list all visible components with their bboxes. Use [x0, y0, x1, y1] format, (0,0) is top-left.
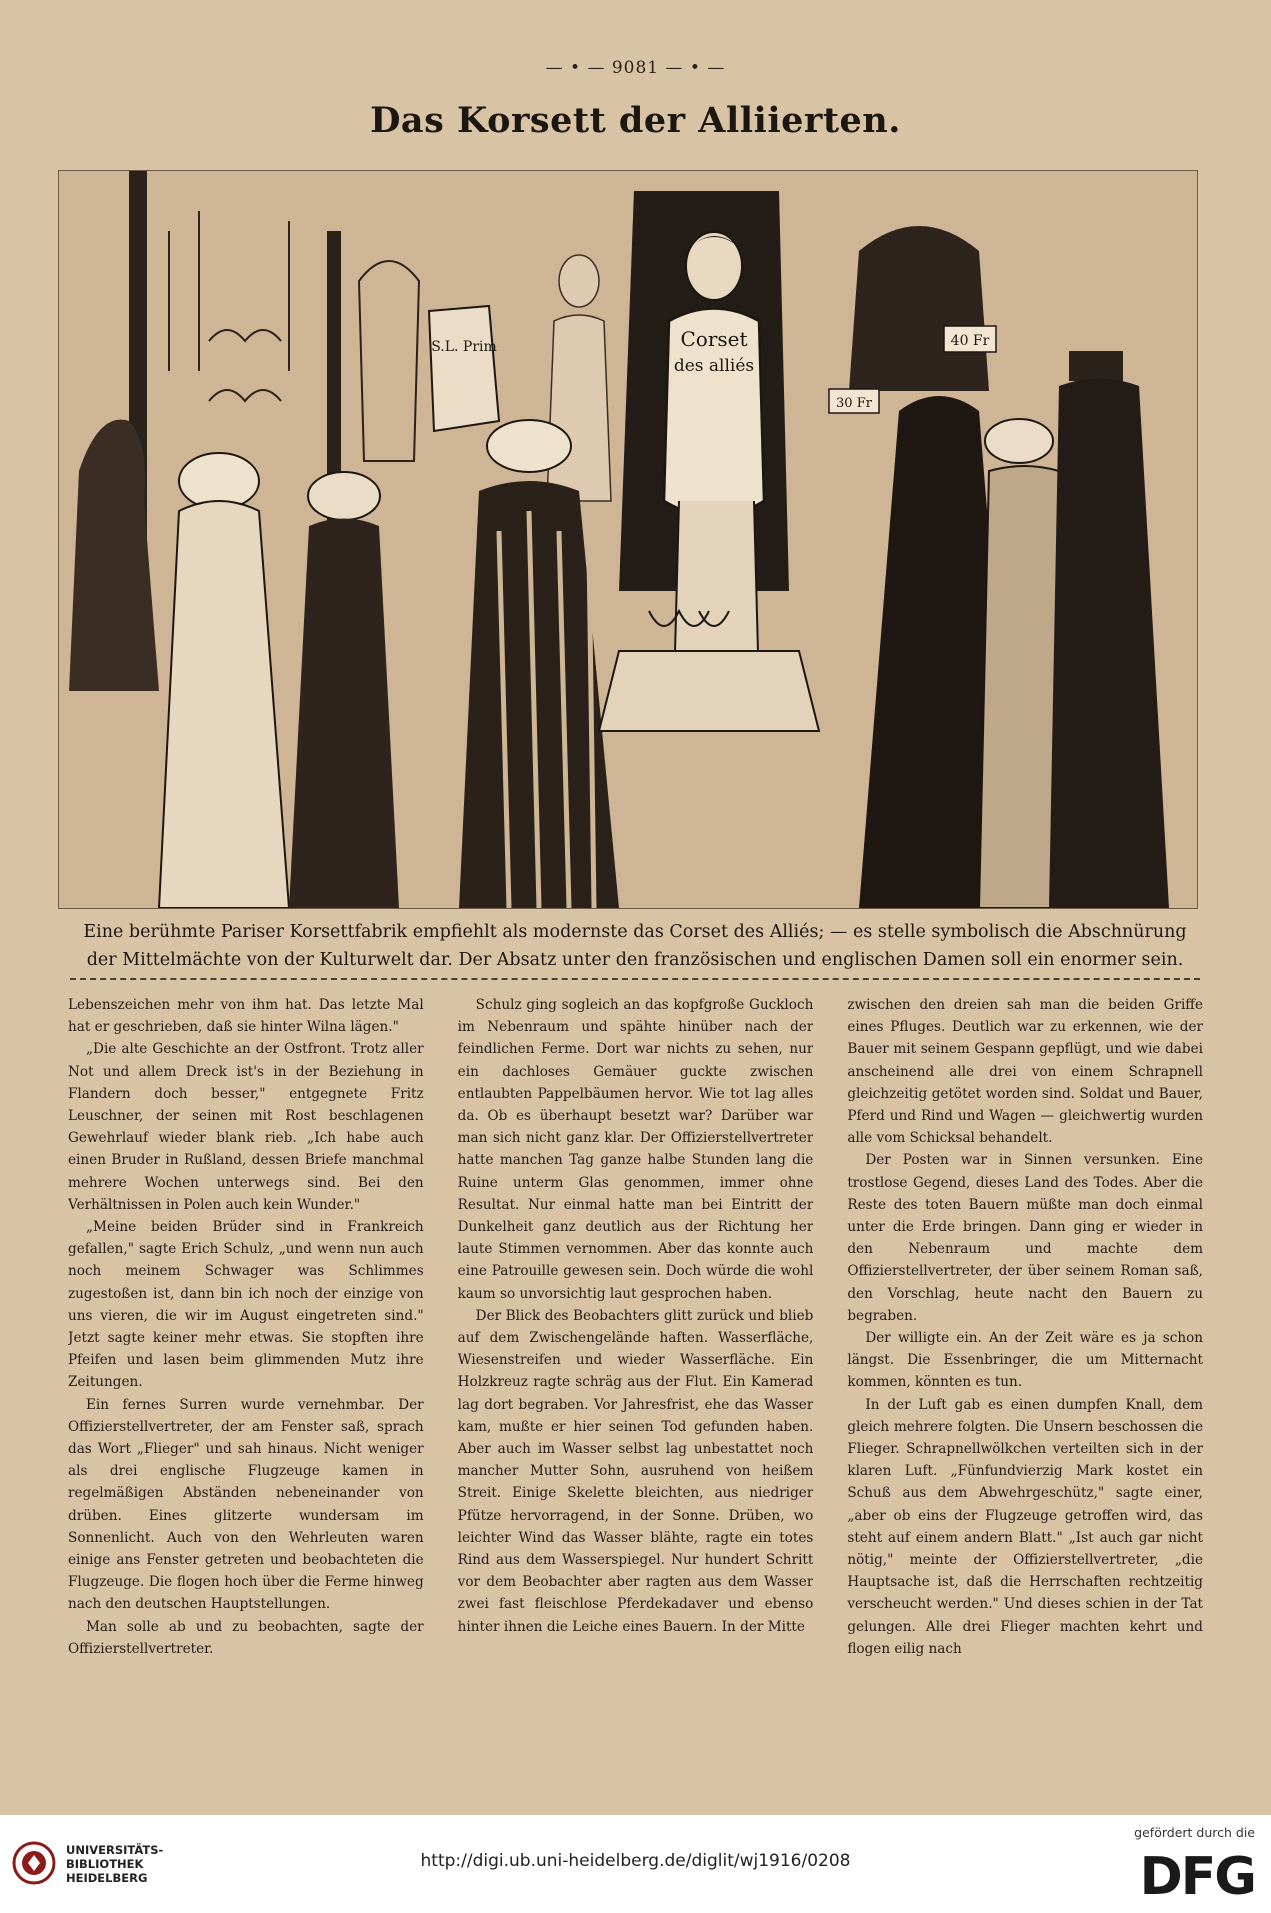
svg-text:40 Fr: 40 Fr	[950, 333, 990, 349]
corset-illustration	[58, 170, 1198, 909]
corset-label: Corset	[680, 327, 748, 351]
paragraph: Ein fernes Surren wurde vernehmbar. Der Offizierstellvertreter, der am Fenster saß, sprach das Wort „Flieger" und sah hinaus. Nicht weniger als drei englische Flugzeuge kamen in regelmäßigen Abständen nebeneinander von drüben. Eines glitzerte wundersam im Sonnenlicht. Auch von den Wehrleuten waren einige ans Fenster getreten und beobachteten die Flugzeuge. Die flogen hoch über die Ferme hinweg nach den deutschen Hauptstellungen.	[68, 1396, 424, 1613]
paragraph: Der Posten war in Sinnen versunken. Eine trostlose Gegend, dieses Land des Todes. Aber die Reste des toten Bauern müßte man doch einmal unter die Erde bringen. Dann ging er wieder in den Nebenraum und machte dem Offizierstellvertreter, der über seinem Roman saß, den Vorschlag, heute nacht den Bauern zu begraben.	[847, 1152, 1204, 1324]
viewer-footer	[0, 1815, 1271, 1913]
corset-sign-prim	[429, 306, 499, 431]
paragraph: Der willigte ein. An der Zeit wäre es ja schon längst. Die Essenbringer, die um Mitternacht kommen, könnten es tun.	[847, 1330, 1204, 1391]
funded-by-text: gefördert durch die	[1134, 1825, 1255, 1840]
university-library-name: UNIVERSITÄTS- BIBLIOTHEK HEIDELBERG	[66, 1843, 164, 1885]
permalink-url[interactable]: http://digi.ub.uni-heidelberg.de/diglit/wj1916/0208	[420, 1851, 851, 1871]
dfg-logo: DFG	[1139, 1847, 1255, 1907]
price-tag-40	[944, 326, 996, 352]
page-number-value: 9081	[611, 58, 660, 78]
illustration-caption: Eine berühmte Pariser Korsettfabrik empfiehlt als modernste das Corset des Alliés; — es stelle symbolisch die Abschnürung der Mittelmächte von der Kulturwelt dar. Der Absatz unter den französischen und englischen Damen soll ein enormer sein.	[83, 922, 1187, 970]
column-2	[458, 994, 814, 1714]
svg-text:30 Fr: 30 Fr	[836, 396, 872, 411]
paragraph: zwischen den dreien sah man die beiden Griffe eines Pfluges. Deutlich war zu erkennen, wie der Bauer mit seinem Gespann gepflügt, und wie dabei anscheinend alle drei von einem Schrapnell gleichzeitig getötet worden sind. Soldat und Bauer, Pferd und Rind und Wagen — gleichwertig wurden alle vom Schicksal behandelt.	[847, 997, 1204, 1147]
paragraph: In der Luft gab es einen dumpfen Knall, dem gleich mehrere folgten. Die Unsern beschossen die Flieger. Schrapnellwölkchen verteilten sich in der klaren Luft. „Fünfundvierzig Mark kostet ein Schuß aus dem Abwehrgeschütz," sagte einer, „aber ob eins der Flugzeuge getroffen wird, das steht auf einem andern Blatt." „Ist auch gar nicht nötig," meinte der Offizierstellvertreter, „die Hauptsache ist, daß die Herrschaften rechtzeitig verscheucht werden." Und dieses schien in der Tat gelungen. Alle drei Flieger machten kehrt und flogen eilig nach	[847, 1396, 1204, 1657]
page-number: — • — 9081 — • —	[545, 58, 726, 78]
article-columns	[68, 994, 1203, 1714]
column-3	[847, 994, 1203, 1714]
paragraph: Schulz ging sogleich an das kopfgroße Guckloch im Nebenraum und spähte hinüber nach der feindlichen Ferme. Dort war nichts zu sehen, nur ein dachloses Gemäuer guckte zwischen entlaubten Pappelbäumen hervor. Wie tot lag alles da. Ob es überhaupt besetzt war? Darüber war man sich nicht ganz klar. Der Offizierstellvertreter hatte manchen Tag ganze halbe Stunden lang die Ruine unterm Glas genommen, immer ohne Resultat. Nur einmal hatte man bei Eintritt der Dunkelheit ganz deutlich aus der Richtung her laute Stimmen vernommen. Aber das konnte auch eine Patrouille gewesen sein. Doch würde die wohl kaum so unvorsichtig laut gesprochen haben.	[457, 997, 814, 1302]
section-divider	[70, 978, 1200, 980]
des-allies-label: des alliés	[673, 356, 755, 376]
article-title: Das Korsett der Alliierten.	[370, 100, 901, 141]
paragraph: Der Blick des Beobachters glitt zurück und blieb auf dem Zwischengelände haften. Wasserfläche, Wiesenstreifen und wieder Wasserfläche. Ein Holzkreuz ragte schräg aus der Flut. Ein Kamerad lag dort begraben. Vor Jahresfrist, ehe das Wasser kam, mußte er hier seinen Tod gefunden haben. Aber auch im Wasser selbst lag unbestattet noch mancher Mutter Sohn, ausruhend von heißem Streit. Einige Skelette bleichten, aus niedriger Pfütze hervorragend, in der Sonne. Drüben, wo leichter Wind das Wasser blähte, ragte ein totes Rind aus dem Wasserspiegel. Nur hundert Schritt vor dem Beobachter aber ragten aus dem Wasser zwei fast fleischlose Pferdekadaver und ebenso hinter ihnen die Leiche eines Bauern. In der Mitte	[457, 1307, 814, 1635]
column-1	[68, 994, 424, 1714]
arched-niche	[849, 226, 989, 391]
paragraph: „Die alte Geschichte an der Ostfront. Trotz aller Not und allem Dreck ist's in der Beziehung in Flandern doch besser," entgegnete Fritz Leuschner, der seinen mit Rost beschlagenen Gewehrlauf wieder blank rieb. „Ich habe auch einen Bruder in Rußland, dessen Briefe manchmal mehrere Wochen unterwegs sind. Bei den Verhältnissen in Polen auch kein Wunder."	[68, 1041, 424, 1213]
paragraph: Man solle ab und zu beobachten, sagte der Offizierstellvertreter.	[68, 1618, 424, 1657]
price-tag-30	[829, 389, 879, 413]
paragraph: „Meine beiden Brüder sind in Frankreich gefallen," sagte Erich Schulz, „und wenn nun auch noch meinem Schwager was Schlimmes zugestoßen ist, dann bin ich noch der einzige von uns vieren, die wir im August eingetreten sind." Jetzt sagte keiner mehr etwas. Sie stopften ihre Pfeifen und lasen beim glimmenden Mutz ihre Zeitungen.	[68, 1219, 424, 1391]
paragraph: Lebenszeichen mehr von ihm hat. Das letzte Mal hat er geschrieben, daß sie hinter Wilna lägen."	[68, 997, 424, 1036]
svg-text:S.L. Prim: S.L. Prim	[431, 339, 497, 355]
illustration-drawing	[59, 171, 1197, 908]
